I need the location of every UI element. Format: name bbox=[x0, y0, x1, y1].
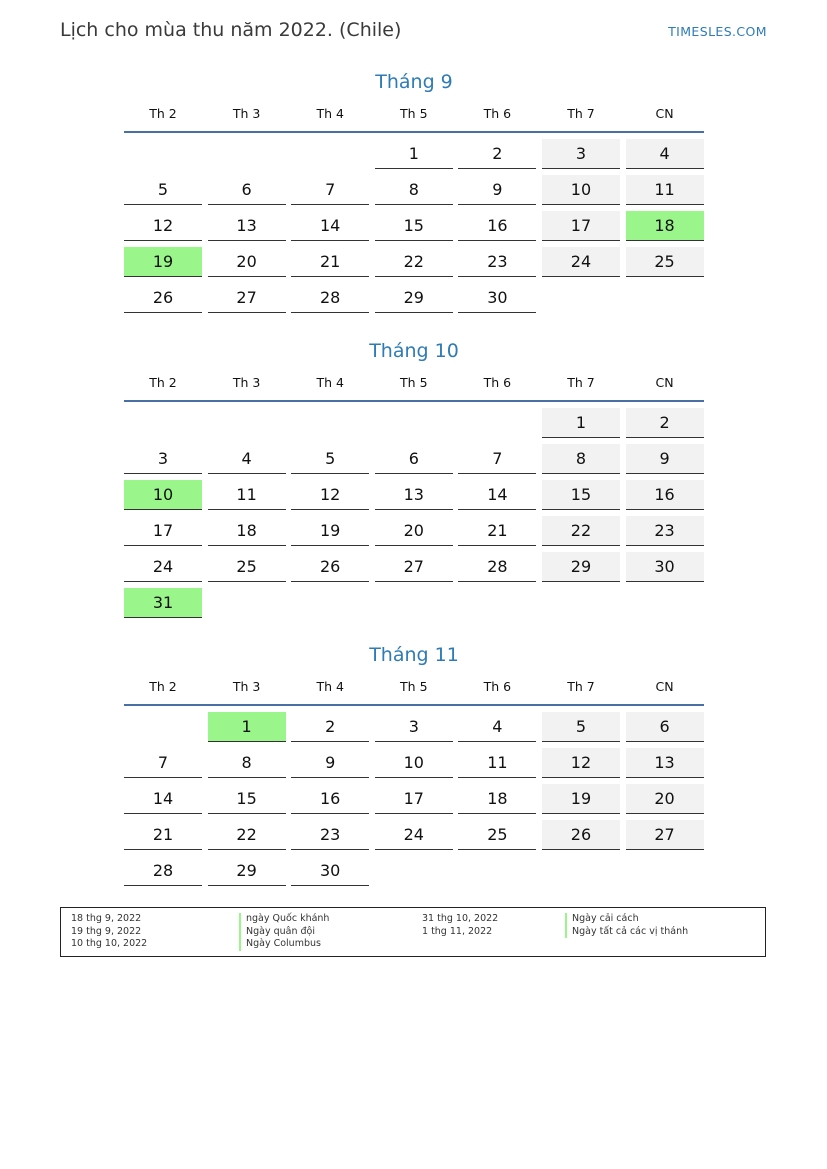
day-cell: 4 bbox=[208, 444, 286, 474]
day-cell: 17 bbox=[124, 516, 202, 546]
legend-date: 19 thg 9, 2022 bbox=[71, 925, 142, 937]
day-cell: 10 bbox=[124, 480, 202, 510]
legend-date: 1 thg 11, 2022 bbox=[422, 925, 493, 937]
day-cell: 12 bbox=[542, 748, 620, 778]
day-cell: 7 bbox=[124, 748, 202, 778]
brand-link[interactable]: TIMESLES.COM bbox=[668, 24, 767, 39]
day-cell: 25 bbox=[208, 552, 286, 582]
legend-right-names bbox=[565, 913, 688, 938]
day-cell: 15 bbox=[375, 211, 453, 241]
weekday-label: CN bbox=[655, 679, 674, 694]
month-title: Tháng 11 bbox=[369, 644, 459, 666]
legend-holiday-name: Ngày cải cách bbox=[565, 913, 688, 926]
week-row bbox=[124, 211, 704, 241]
weekday-label: Th 3 bbox=[232, 106, 261, 121]
day-cell: 22 bbox=[208, 820, 286, 850]
day-cell: 6 bbox=[626, 712, 704, 742]
empty-day-cell bbox=[291, 588, 369, 618]
day-cell: 29 bbox=[375, 283, 453, 313]
day-cell: 2 bbox=[291, 712, 369, 742]
day-cell: 24 bbox=[542, 247, 620, 277]
day-cell: 31 bbox=[124, 588, 202, 618]
day-cell: 4 bbox=[626, 139, 704, 169]
weekday-header bbox=[124, 103, 704, 133]
weekday-label: Th 5 bbox=[400, 106, 428, 121]
day-cell: 19 bbox=[124, 247, 202, 277]
empty-day-cell bbox=[542, 856, 620, 886]
empty-day-cell bbox=[124, 139, 202, 169]
day-cell: 30 bbox=[291, 856, 369, 886]
day-cell: 1 bbox=[375, 139, 453, 169]
empty-day-cell bbox=[542, 588, 620, 618]
week-row bbox=[124, 712, 704, 742]
legend-date: 18 thg 9, 2022 bbox=[71, 913, 142, 924]
empty-day-cell bbox=[124, 408, 202, 438]
empty-day-cell bbox=[124, 712, 202, 742]
day-cell: 1 bbox=[542, 408, 620, 438]
weekday-label: Th 3 bbox=[232, 679, 261, 694]
day-cell: 19 bbox=[542, 784, 620, 814]
day-cell: 9 bbox=[291, 748, 369, 778]
day-cell: 24 bbox=[124, 552, 202, 582]
week-rows bbox=[124, 408, 704, 618]
day-cell: 7 bbox=[291, 175, 369, 205]
week-rows bbox=[124, 712, 704, 886]
week-row bbox=[124, 139, 704, 169]
month-title: Tháng 9 bbox=[375, 71, 453, 93]
day-cell: 14 bbox=[124, 784, 202, 814]
day-cell: 14 bbox=[291, 211, 369, 241]
weekday-label: Th 2 bbox=[149, 106, 177, 121]
week-row bbox=[124, 588, 704, 618]
empty-day-cell bbox=[208, 139, 286, 169]
day-cell: 26 bbox=[542, 820, 620, 850]
weekday-label: Th 7 bbox=[567, 679, 595, 694]
legend-holiday-name: Ngày quân đội bbox=[239, 926, 329, 939]
month-calendar bbox=[124, 642, 704, 886]
week-row bbox=[124, 175, 704, 205]
week-row bbox=[124, 820, 704, 850]
empty-day-cell bbox=[626, 856, 704, 886]
day-cell: 18 bbox=[208, 516, 286, 546]
day-cell: 10 bbox=[375, 748, 453, 778]
week-row bbox=[124, 856, 704, 886]
day-cell: 29 bbox=[542, 552, 620, 582]
day-cell: 13 bbox=[626, 748, 704, 778]
day-cell: 27 bbox=[208, 283, 286, 313]
day-cell: 21 bbox=[458, 516, 536, 546]
day-cell: 3 bbox=[542, 139, 620, 169]
weekday-label: Th 2 bbox=[149, 375, 177, 390]
day-cell: 19 bbox=[291, 516, 369, 546]
day-cell: 25 bbox=[626, 247, 704, 277]
weekday-label: CN bbox=[655, 106, 674, 121]
day-cell: 8 bbox=[375, 175, 453, 205]
week-row bbox=[124, 444, 704, 474]
legend-holiday-name: Ngày tất cả các vị thánh bbox=[565, 926, 688, 939]
weekday-label: Th 6 bbox=[483, 106, 512, 121]
day-cell: 2 bbox=[458, 139, 536, 169]
weekday-label: Th 2 bbox=[149, 679, 177, 694]
day-cell: 11 bbox=[208, 480, 286, 510]
weekday-label: Th 7 bbox=[567, 375, 595, 390]
legend-left-dates bbox=[71, 913, 147, 951]
day-cell: 4 bbox=[458, 712, 536, 742]
day-cell: 28 bbox=[291, 283, 369, 313]
weekday-header bbox=[124, 676, 704, 706]
month-title: Tháng 10 bbox=[369, 340, 459, 362]
weekday-label: Th 6 bbox=[483, 679, 512, 694]
day-cell: 5 bbox=[291, 444, 369, 474]
day-cell: 5 bbox=[542, 712, 620, 742]
day-cell: 6 bbox=[208, 175, 286, 205]
day-cell: 6 bbox=[375, 444, 453, 474]
day-cell: 10 bbox=[542, 175, 620, 205]
day-cell: 27 bbox=[375, 552, 453, 582]
day-cell: 17 bbox=[375, 784, 453, 814]
day-cell: 1 bbox=[208, 712, 286, 742]
weekday-label: CN bbox=[655, 375, 674, 390]
page-title: Lịch cho mùa thu năm 2022. (Chile) bbox=[60, 19, 402, 41]
day-cell: 20 bbox=[375, 516, 453, 546]
day-cell: 9 bbox=[626, 444, 704, 474]
empty-day-cell bbox=[458, 408, 536, 438]
day-cell: 16 bbox=[458, 211, 536, 241]
legend-left-names bbox=[239, 913, 329, 951]
weekday-header bbox=[124, 372, 704, 402]
week-row bbox=[124, 748, 704, 778]
day-cell: 30 bbox=[626, 552, 704, 582]
day-cell: 8 bbox=[208, 748, 286, 778]
day-cell: 23 bbox=[291, 820, 369, 850]
empty-day-cell bbox=[375, 856, 453, 886]
weekday-label: Th 6 bbox=[483, 375, 512, 390]
empty-day-cell bbox=[291, 408, 369, 438]
week-row bbox=[124, 283, 704, 313]
empty-day-cell bbox=[458, 856, 536, 886]
weekday-label: Th 4 bbox=[316, 106, 344, 121]
empty-day-cell bbox=[542, 283, 620, 313]
day-cell: 28 bbox=[124, 856, 202, 886]
legend-holiday-name: Ngày Columbus bbox=[239, 938, 329, 951]
day-cell: 14 bbox=[458, 480, 536, 510]
day-cell: 22 bbox=[375, 247, 453, 277]
day-cell: 20 bbox=[626, 784, 704, 814]
day-cell: 21 bbox=[124, 820, 202, 850]
empty-day-cell bbox=[375, 408, 453, 438]
day-cell: 17 bbox=[542, 211, 620, 241]
empty-day-cell bbox=[208, 588, 286, 618]
day-cell: 7 bbox=[458, 444, 536, 474]
day-cell: 27 bbox=[626, 820, 704, 850]
empty-day-cell bbox=[626, 588, 704, 618]
empty-day-cell bbox=[626, 283, 704, 313]
day-cell: 13 bbox=[375, 480, 453, 510]
legend-right-dates bbox=[422, 913, 498, 938]
empty-day-cell bbox=[291, 139, 369, 169]
day-cell: 21 bbox=[291, 247, 369, 277]
day-cell: 23 bbox=[626, 516, 704, 546]
day-cell: 9 bbox=[458, 175, 536, 205]
day-cell: 3 bbox=[124, 444, 202, 474]
day-cell: 5 bbox=[124, 175, 202, 205]
day-cell: 24 bbox=[375, 820, 453, 850]
empty-day-cell bbox=[208, 408, 286, 438]
day-cell: 3 bbox=[375, 712, 453, 742]
weekday-label: Th 5 bbox=[400, 375, 428, 390]
day-cell: 18 bbox=[458, 784, 536, 814]
empty-day-cell bbox=[458, 588, 536, 618]
day-cell: 2 bbox=[626, 408, 704, 438]
week-row bbox=[124, 480, 704, 510]
day-cell: 30 bbox=[458, 283, 536, 313]
day-cell: 20 bbox=[208, 247, 286, 277]
holiday-legend bbox=[60, 907, 766, 957]
weekday-label: Th 4 bbox=[316, 679, 344, 694]
month-calendar bbox=[124, 69, 704, 313]
day-cell: 11 bbox=[458, 748, 536, 778]
day-cell: 23 bbox=[458, 247, 536, 277]
week-row bbox=[124, 247, 704, 277]
month-calendar bbox=[124, 338, 704, 618]
day-cell: 26 bbox=[291, 552, 369, 582]
legend-date: 10 thg 10, 2022 bbox=[71, 938, 148, 949]
day-cell: 15 bbox=[542, 480, 620, 510]
weekday-label: Th 7 bbox=[567, 106, 595, 121]
empty-day-cell bbox=[375, 588, 453, 618]
day-cell: 12 bbox=[124, 211, 202, 241]
weekday-label: Th 5 bbox=[400, 679, 428, 694]
day-cell: 22 bbox=[542, 516, 620, 546]
week-row bbox=[124, 784, 704, 814]
legend-holiday-name: ngày Quốc khánh bbox=[239, 913, 329, 926]
legend-date: 31 thg 10, 2022 bbox=[422, 913, 499, 924]
day-cell: 15 bbox=[208, 784, 286, 814]
day-cell: 11 bbox=[626, 175, 704, 205]
day-cell: 29 bbox=[208, 856, 286, 886]
week-row bbox=[124, 516, 704, 546]
day-cell: 28 bbox=[458, 552, 536, 582]
day-cell: 13 bbox=[208, 211, 286, 241]
day-cell: 18 bbox=[626, 211, 704, 241]
day-cell: 12 bbox=[291, 480, 369, 510]
day-cell: 16 bbox=[291, 784, 369, 814]
weekday-label: Th 3 bbox=[232, 375, 261, 390]
week-row bbox=[124, 408, 704, 438]
day-cell: 16 bbox=[626, 480, 704, 510]
day-cell: 26 bbox=[124, 283, 202, 313]
day-cell: 25 bbox=[458, 820, 536, 850]
day-cell: 8 bbox=[542, 444, 620, 474]
week-row bbox=[124, 552, 704, 582]
weekday-label: Th 4 bbox=[316, 375, 344, 390]
week-rows bbox=[124, 139, 704, 313]
